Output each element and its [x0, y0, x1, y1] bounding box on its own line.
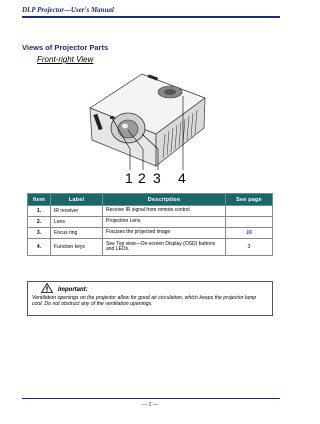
- row-label: IR receiver: [51, 206, 103, 217]
- callout-1: 1: [125, 170, 133, 186]
- row-page: [226, 217, 273, 228]
- callout-4: 4: [178, 170, 186, 186]
- row-label: Function keys: [51, 239, 103, 256]
- row-page: [226, 206, 273, 217]
- col-label: Label: [51, 194, 103, 206]
- lens: [118, 120, 138, 138]
- important-note-box: [27, 281, 273, 316]
- row-description: Focuses the projected image: [103, 228, 226, 239]
- row-item: 4.: [28, 239, 51, 256]
- row-page-link[interactable]: 16: [226, 228, 273, 239]
- subsection-title: Front-right View: [37, 55, 94, 64]
- row-page-link[interactable]: 3: [226, 239, 273, 256]
- callout-3: 3: [153, 170, 161, 186]
- warning-icon: [41, 283, 53, 293]
- table-header-row: [28, 194, 273, 206]
- row-description: Projection Lens: [103, 217, 226, 228]
- row-item: 1.: [28, 206, 51, 217]
- row-item: 2.: [28, 217, 51, 228]
- parts-table: [27, 193, 273, 256]
- section-title: Views of Projector Parts: [22, 43, 109, 52]
- table-row: [28, 239, 273, 256]
- header-rule: [22, 16, 280, 18]
- table-row: [28, 217, 273, 228]
- table-row: [28, 206, 273, 217]
- col-description: Description: [103, 194, 226, 206]
- projector-illustration: [70, 62, 210, 188]
- col-see-page: See page: [226, 194, 273, 206]
- footer-rule: [22, 398, 280, 399]
- table-row: [28, 228, 273, 239]
- row-label: Focus ring: [51, 228, 103, 239]
- row-description: See Top view—On-screen Display (OSD) buttons and LEDs.: [103, 239, 226, 256]
- row-item: 3.: [28, 228, 51, 239]
- important-title: Important:: [58, 287, 88, 293]
- header-title: DLP Projector—User's Manual: [22, 6, 114, 14]
- callout-2: 2: [138, 170, 146, 186]
- col-item: Item: [28, 194, 51, 206]
- row-label: Lens: [51, 217, 103, 228]
- row-description: Receive IR signal from remote control: [103, 206, 226, 217]
- important-body: Ventilation openings on the projector allow for good air circulation, which keeps the projector lamp cool. Do not obstruct any of the ventilation openings.: [32, 295, 257, 308]
- page-number: — 2 —: [142, 402, 158, 408]
